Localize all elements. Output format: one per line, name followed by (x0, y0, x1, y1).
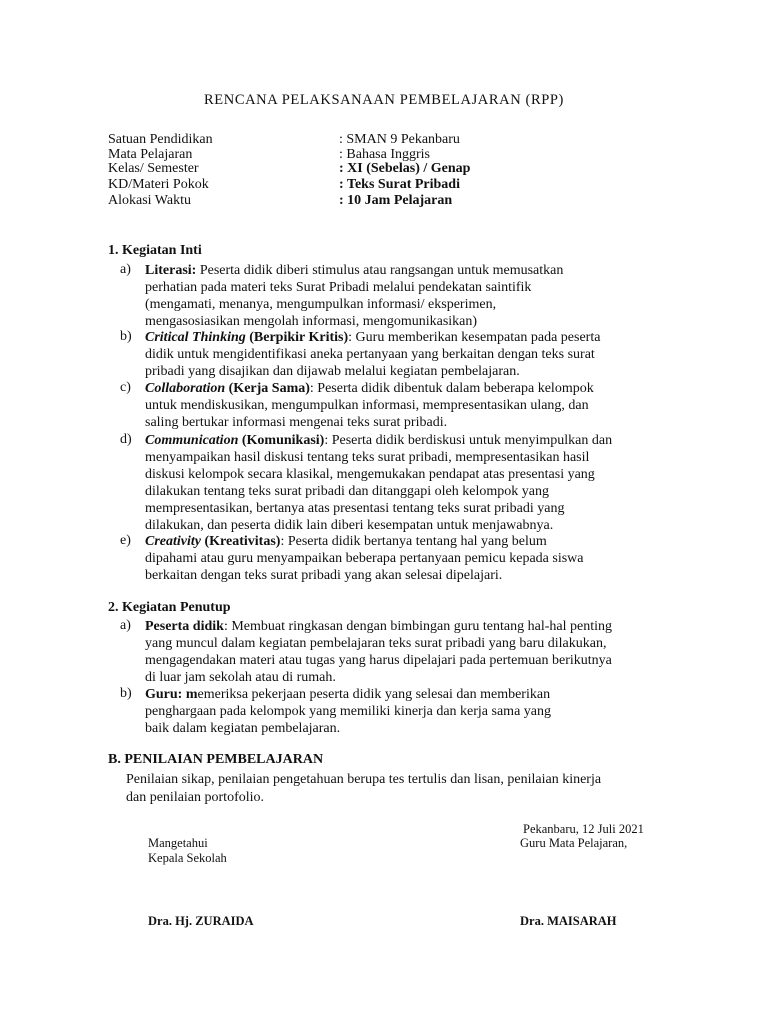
item-text: : Guru memberikan kesempatan pada peserta (348, 330, 601, 345)
item-text: emeriksa pekerjaan peserta didik yang selesai dan memberikan (197, 687, 551, 702)
section-heading-penilaian: B. PENILAIAN PEMBELAJARAN (108, 752, 324, 767)
identity-value: : 10 Jam Pelajaran (339, 193, 453, 208)
item-term: Critical Thinking (145, 330, 246, 345)
identity-value: : Teks Surat Pribadi (339, 177, 460, 192)
identity-label: Alokasi Waktu (108, 193, 191, 208)
item-term-translation: (Kreativitas) (201, 534, 281, 549)
list-marker: d) (120, 432, 132, 447)
document-title: RENCANA PELAKSANAAN PEMBELAJARAN (RPP) (204, 92, 564, 108)
item-text: saling bertukar informasi mengenai teks surat pribadi. (145, 415, 448, 430)
item-text: dipahami atau guru menyampaikan beberapa pertanyaan pemicu kepada siswa (145, 551, 584, 566)
signature-right-line1: Guru Mata Pelajaran, (520, 836, 628, 850)
item-term: Literasi: (145, 263, 197, 278)
signature-right-name: Dra. MAISARAH (520, 914, 617, 928)
place-date: Pekanbaru, 12 Juli 2021 (523, 822, 644, 836)
item-text: mengagendakan materi atau tugas yang harus dipelajari pada pertemuan berikutnya (145, 653, 612, 668)
penilaian-line: Penilaian sikap, penilaian pengetahuan berupa tes tertulis dan lisan, penilaian kinerja (126, 772, 602, 787)
item-text: baik dalam kegiatan pembelajaran. (145, 721, 341, 736)
item-text: di luar jam sekolah atau di rumah. (145, 670, 336, 685)
item-text: penghargaan pada kelompok yang memiliki kinerja dan kerja sama yang (145, 704, 551, 719)
list-marker: b) (120, 686, 132, 701)
item-text: (mengamati, menanya, mengumpulkan informasi/ eksperimen, (145, 297, 497, 312)
item-term: Creativity (145, 534, 201, 549)
list-marker: a) (120, 618, 131, 633)
item-term: Peserta didik (145, 619, 224, 634)
item-term: Communication (145, 433, 239, 448)
item-text: : Membuat ringkasan dengan bimbingan guru tentang hal-hal penting (223, 619, 612, 634)
penilaian-line: dan penilaian portofolio. (126, 790, 265, 805)
item-text: didik untuk mengidentifikasi aneka pertanyaan yang berkaitan dengan teks surat (145, 347, 595, 362)
item-text: diskusi kelompok secara klasikal, mengemukakan pendapat atas presentasi yang (145, 467, 595, 482)
item-text: mempresentasikan, bertanya atas presentasi tentang teks surat pribadi yang (145, 501, 565, 516)
item-text: : Peserta didik bertanya tentang hal yang belum (280, 534, 547, 549)
item-term-translation: (Komunikasi) (238, 433, 325, 448)
item-text: menyampaikan hasil diskusi tentang teks surat pribadi, mempresentasikan hasil (145, 450, 590, 465)
signature-left-name: Dra. Hj. ZURAIDA (148, 914, 254, 928)
item-text: pribadi yang disajikan dan dijawab melalui kegiatan pembelajaran. (145, 364, 520, 379)
item-term: Collaboration (145, 381, 226, 396)
list-marker: a) (120, 262, 131, 277)
signature-left-line1: Mangetahui (148, 836, 208, 850)
item-term-translation: (Kerja Sama) (225, 381, 310, 396)
item-text: dilakukan tentang teks surat pribadi dan ditanggapi oleh kelompok yang (145, 484, 549, 499)
identity-value: : Bahasa Inggris (339, 147, 430, 162)
identity-label: KD/Materi Pokok (108, 177, 209, 192)
item-text: dilakukan, dan peserta didik lain diberi kesempatan untuk menjawabnya. (145, 518, 554, 533)
item-text: untuk mendiskusikan, mengumpulkan informasi, mempresentasikan ulang, dan (145, 398, 589, 413)
section-heading-kegiatan-inti: 1. Kegiatan Inti (108, 243, 202, 258)
item-text: mengasosiasikan mengolah informasi, mengomunikasikan) (145, 314, 478, 329)
identity-value: : XI (Sebelas) / Genap (339, 161, 471, 176)
list-marker: e) (120, 533, 131, 548)
identity-value: : SMAN 9 Pekanbaru (339, 132, 460, 147)
penilaian-text (126, 771, 601, 807)
list-marker: b) (120, 329, 132, 344)
identity-label: Satuan Pendidikan (108, 132, 213, 147)
item-text: perhatian pada materi teks Surat Pribadi melalui pendekatan saintifik (145, 280, 532, 295)
item-text: : Peserta didik dibentuk dalam beberapa kelompok (309, 381, 594, 396)
item-text: berkaitan dengan teks surat pribadi yang akan selesai dipelajari. (145, 568, 503, 583)
item-text: yang muncul dalam kegiatan pembelajaran teks surat pribadi yang baru dilakukan, (145, 636, 607, 651)
identity-label: Kelas/ Semester (108, 161, 199, 176)
list-marker: c) (120, 380, 131, 395)
item-term-translation: (Berpikir Kritis) (245, 330, 349, 345)
section-heading-kegiatan-penutup: 2. Kegiatan Penutup (108, 600, 231, 615)
item-text: : Peserta didik berdiskusi untuk menyimpulkan dan (324, 433, 613, 448)
identity-label: Mata Pelajaran (108, 147, 193, 162)
signature-left-line2: Kepala Sekolah (148, 851, 227, 865)
item-term: Guru: m (145, 687, 198, 702)
item-text: Peserta didik diberi stimulus atau rangsangan untuk memusatkan (196, 263, 564, 278)
